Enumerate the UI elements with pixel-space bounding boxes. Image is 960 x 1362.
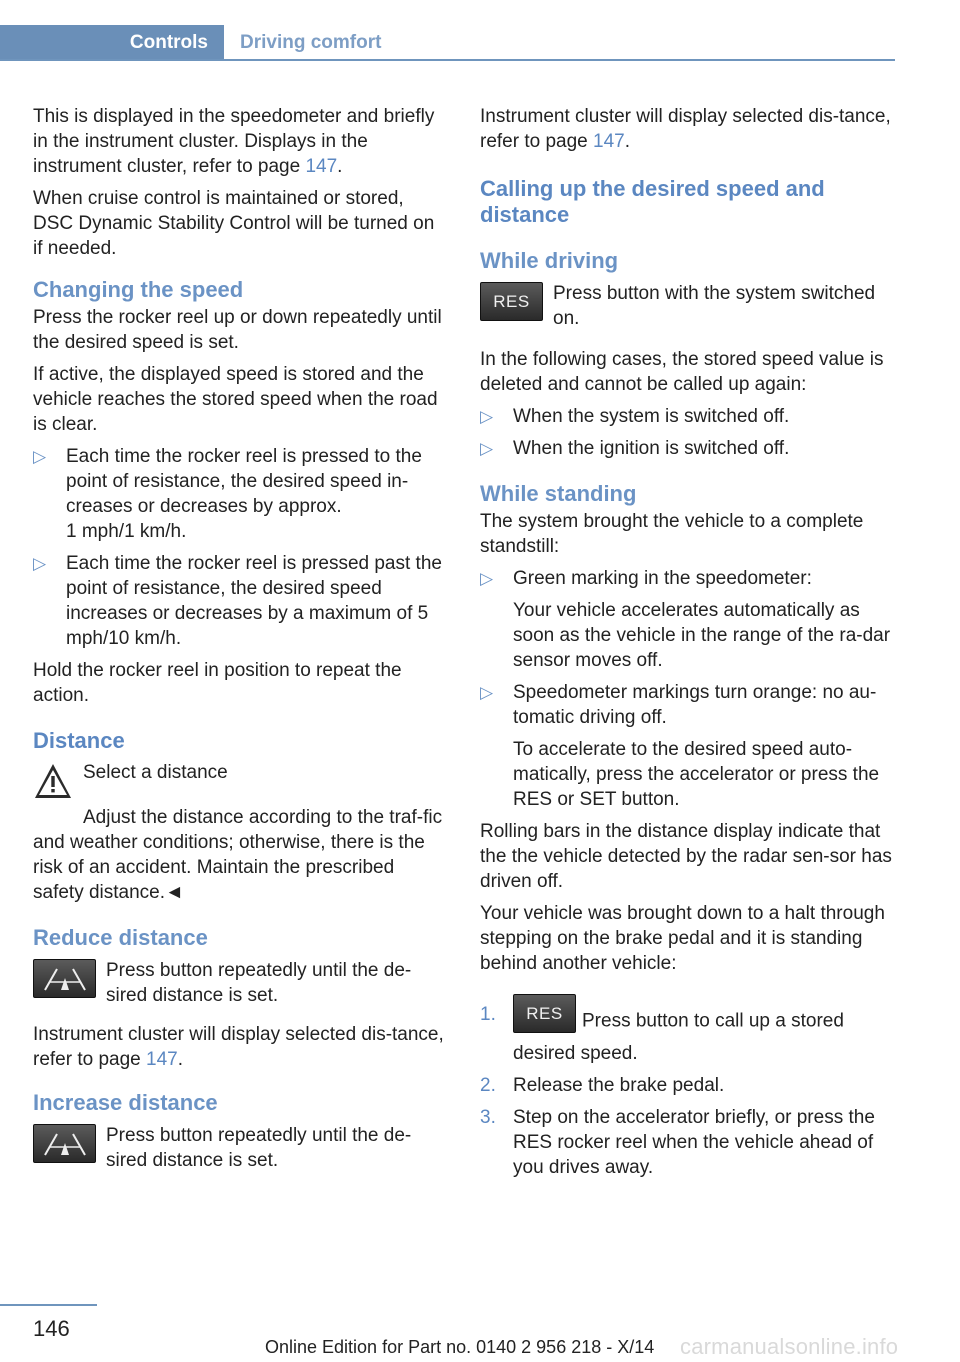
tab-controls[interactable]: Controls xyxy=(0,25,224,61)
paragraph xyxy=(33,1022,449,1072)
list-item-text: Each time the rocker reel is pressed past the point of resistance, the desired speed increases or decreases by a maximum of 5 mph/10 km/h. xyxy=(66,553,442,649)
list-item-text: When the ignition is switched off. xyxy=(513,438,790,459)
list-item-text: Speedometer markings turn orange: no au-tomatic driving off. xyxy=(513,682,877,728)
list-item-text: Step on the accelerator briefly, or press the RES rocker reel when the vehicle ahead of you drives away. xyxy=(513,1107,875,1178)
page-link[interactable]: 147 xyxy=(146,1049,178,1070)
paragraph: Rolling bars in the distance display indicate that the the vehicle detected by the radar sen-sor has driven off. xyxy=(480,821,892,892)
list-item xyxy=(480,404,898,429)
list-item xyxy=(480,436,898,461)
increase-distance-text: Press button repeatedly until the de-sired distance is set. xyxy=(106,1125,412,1171)
list-item xyxy=(480,1002,898,1066)
list-item-text: 1 mph/1 km/h. xyxy=(66,521,187,542)
paragraph: Press the rocker reel up or down repeatedly until the desired speed is set. xyxy=(33,307,442,353)
list-item-text: When the system is switched off. xyxy=(513,406,790,427)
heading-while-driving: While driving xyxy=(480,248,619,273)
reduce-distance-button[interactable] xyxy=(33,959,96,998)
reduce-distance-row xyxy=(33,959,449,1008)
list-item-text: Your vehicle accelerates automatically as soon as the vehicle in the range of the ra-dar sensor moves off. xyxy=(513,600,891,671)
bullet-triangle-icon: ▷ xyxy=(33,554,47,573)
page-link[interactable]: 147 xyxy=(305,156,338,177)
reduce-distance-text: Press button repeatedly until the de-sired distance is set. xyxy=(106,960,412,1006)
bullet-triangle-icon: ▷ xyxy=(33,447,47,466)
step-number: 1. xyxy=(480,1004,496,1025)
res-button-inline[interactable]: RES xyxy=(513,994,576,1033)
paragraph-text: . xyxy=(337,156,343,177)
right-column xyxy=(480,104,898,1187)
paragraph xyxy=(33,104,449,179)
res-button[interactable]: RES xyxy=(480,282,543,321)
bullet-triangle-icon: ▷ xyxy=(480,569,494,588)
paragraph-text: . xyxy=(177,1049,184,1070)
paragraph: Your vehicle was brought down to a halt through stepping on the brake pedal and it is standing behind another vehicle: xyxy=(480,903,885,974)
bullet-list xyxy=(480,566,898,812)
increase-distance-row xyxy=(33,1124,449,1173)
bullet-list xyxy=(480,404,898,461)
paragraph-text: This is displayed in the speedometer and briefly in the instrument cluster. Displays in the instrument cluster, refer to page xyxy=(33,106,435,177)
list-item-text: Each time the rocker reel is pressed to the point of resistance, the desired speed in-creases or decreases by approx. xyxy=(66,446,422,517)
list-item xyxy=(480,566,898,673)
left-column xyxy=(33,104,449,1180)
warning-block xyxy=(33,760,449,905)
warning-row xyxy=(33,760,449,801)
heading-calling-up: Calling up the desired speed and distance xyxy=(480,176,825,227)
page-link[interactable]: 147 xyxy=(593,131,625,152)
heading-changing-speed: Changing the speed xyxy=(33,277,244,302)
tab-driving-comfort[interactable]: Driving comfort xyxy=(240,32,382,53)
list-item xyxy=(480,1105,898,1180)
heading-distance: Distance xyxy=(33,728,125,753)
list-item xyxy=(480,1073,898,1098)
header-tab-bar xyxy=(0,25,895,61)
list-item-text: Green marking in the speedometer: xyxy=(513,568,812,589)
list-item-text: To accelerate to the desired speed auto-matically, press the accelerator or press the RES or SET button. xyxy=(513,739,880,810)
increase-distance-button[interactable] xyxy=(33,1124,96,1163)
paragraph: If active, the displayed speed is stored and the vehicle reaches the stored speed when the road is clear. xyxy=(33,364,438,435)
list-item-text: Release the brake pedal. xyxy=(513,1075,725,1096)
paragraph: The system brought the vehicle to a complete standstill: xyxy=(480,511,864,557)
list-item-text: Press button to call up a stored desired speed. xyxy=(513,1010,844,1064)
header-divider xyxy=(0,59,895,61)
warning-triangle-icon xyxy=(33,761,73,801)
heading-increase-distance: Increase distance xyxy=(33,1090,218,1115)
bullet-triangle-icon: ▷ xyxy=(480,407,494,426)
list-item xyxy=(33,444,449,544)
numbered-list xyxy=(480,1002,898,1180)
paragraph-text: Instrument cluster will display selected dis-tance, refer to page xyxy=(33,1024,444,1070)
paragraph: Hold the rocker reel in position to repeat the action. xyxy=(33,660,402,706)
paragraph-text: Instrument cluster will display selected dis-tance, refer to page xyxy=(480,106,891,152)
paragraph xyxy=(480,104,898,154)
paragraph: When cruise control is maintained or stored, DSC Dynamic Stability Control will be turned on if needed. xyxy=(33,188,435,259)
heading-reduce-distance: Reduce distance xyxy=(33,925,208,950)
bullet-list xyxy=(33,444,449,651)
list-item xyxy=(33,551,449,651)
step-number: 3. xyxy=(480,1107,496,1128)
heading-while-standing: While standing xyxy=(480,481,637,506)
res-row xyxy=(480,282,898,331)
paragraph: In the following cases, the stored speed value is deleted and cannot be called up again: xyxy=(480,349,884,395)
step-number: 2. xyxy=(480,1075,496,1096)
paragraph-text: . xyxy=(624,131,631,152)
edition-text: Online Edition for Part no. 0140 2 956 218 - X/14 xyxy=(265,1337,655,1357)
bullet-triangle-icon: ▷ xyxy=(480,439,494,458)
list-item xyxy=(480,680,898,812)
distance-reduce-icon xyxy=(43,966,87,992)
res-text: Press button with the system switched on. xyxy=(553,283,876,329)
footer-divider xyxy=(0,1304,97,1306)
distance-increase-icon xyxy=(43,1131,87,1157)
warning-title: Select a distance xyxy=(83,762,228,783)
page-number: 146 xyxy=(33,1316,70,1341)
bullet-triangle-icon: ▷ xyxy=(480,683,494,702)
watermark: carmanualsonline.info xyxy=(680,1334,899,1359)
warning-text: Adjust the distance according to the traf-fic and weather conditions; otherwise, there is the risk of an accident. Maintain the prescribed safety distance.◄ xyxy=(33,807,443,903)
